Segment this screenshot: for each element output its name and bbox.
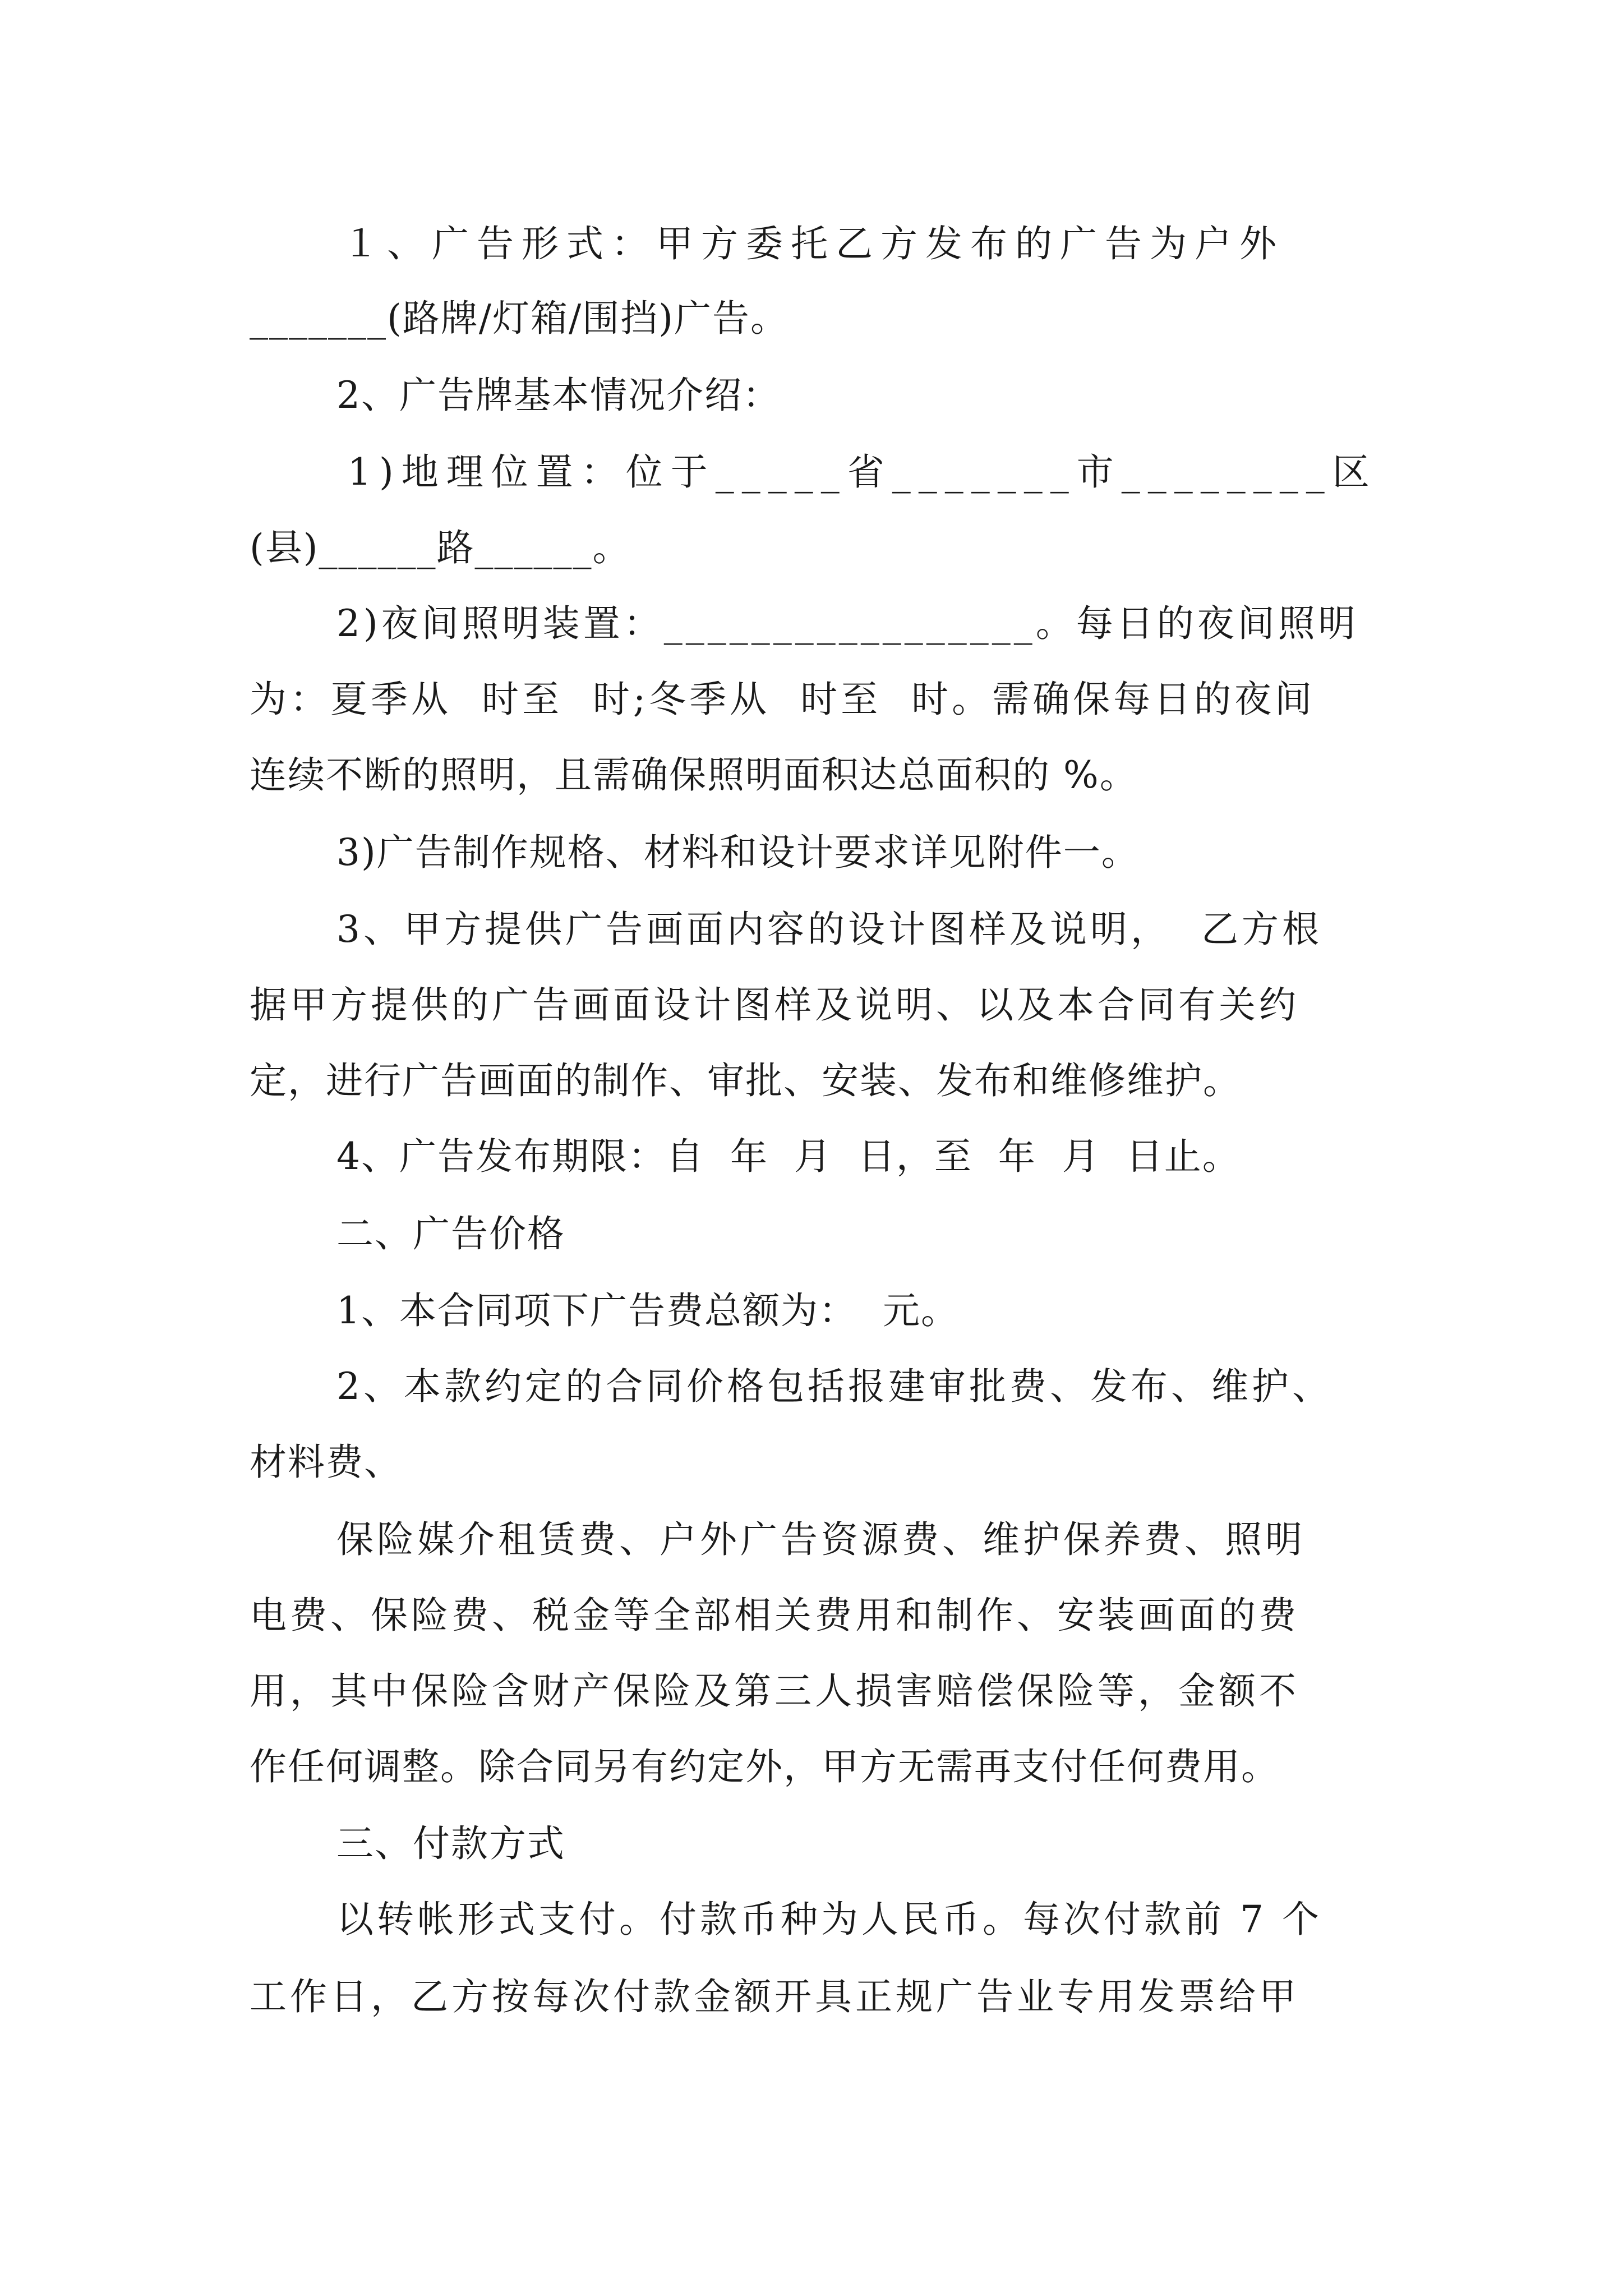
paragraph-line: 用，其中保险含财产保险及第三人损害赔偿保险等，金额不 (250, 1669, 1299, 1713)
paragraph-line: 作任何调整。除合同另有约定外，甲方无需再支付任何费用。 (250, 1745, 1279, 1788)
paragraph-line: 2、广告牌基本情况介绍： (336, 374, 781, 417)
section-heading: 三、付款方式 (336, 1822, 565, 1865)
paragraph-line: 材料费、 (250, 1441, 402, 1484)
paragraph-line: _______(路牌/灯箱/围挡)广告。 (250, 297, 789, 340)
paragraph-line: 1)地理位置：位于_____省_______市________区 (348, 450, 1377, 494)
paragraph-line: 保险媒介租赁费、户外广告资源费、维护保养费、照明 (336, 1518, 1306, 1561)
paragraph-line: 连续不断的照明，且需确保照明面积达总面积的 %。 (250, 753, 1138, 797)
paragraph-line: 4、广告发布期限：自 年 月 日，至 年 月 日止。 (336, 1135, 1241, 1178)
paragraph-line: 2)夜间照明装置：_________________。每日的夜间照明 (336, 602, 1359, 645)
paragraph-line: 3)广告制作规格、材料和设计要求详见附件一。 (336, 831, 1140, 874)
paragraph-line: １、广告形式：甲方委托乙方发布的广告为户外 (342, 222, 1284, 265)
paragraph-line: 3、甲方提供广告画面内容的设计图样及说明， 乙方根 (336, 908, 1322, 951)
paragraph-line: 工作日，乙方按每次付款金额开具正规广告业专用发票给甲 (250, 1975, 1299, 2018)
paragraph-line: 以转帐形式支付。付款币种为人民币。每次付款前 7 个 (336, 1898, 1322, 1941)
paragraph-line: 1、本合同项下广告费总额为： 元。 (336, 1289, 959, 1332)
paragraph-line: 据甲方提供的广告画面设计图样及说明、以及本合同有关约 (250, 983, 1299, 1027)
paragraph-line: 电费、保险费、税金等全部相关费用和制作、安装画面的费 (250, 1594, 1299, 1637)
section-heading: 二、广告价格 (336, 1212, 565, 1255)
paragraph-line: 为：夏季从 时至 时;冬季从 时至 时。需确保每日的夜间 (250, 678, 1316, 721)
paragraph-line: 2、本款约定的合同价格包括报建审批费、发布、维护、 (336, 1365, 1332, 1408)
paragraph-line: (县)______路______。 (250, 526, 631, 569)
paragraph-line: 定，进行广告画面的制作、审批、安装、发布和维修维护。 (250, 1059, 1241, 1102)
